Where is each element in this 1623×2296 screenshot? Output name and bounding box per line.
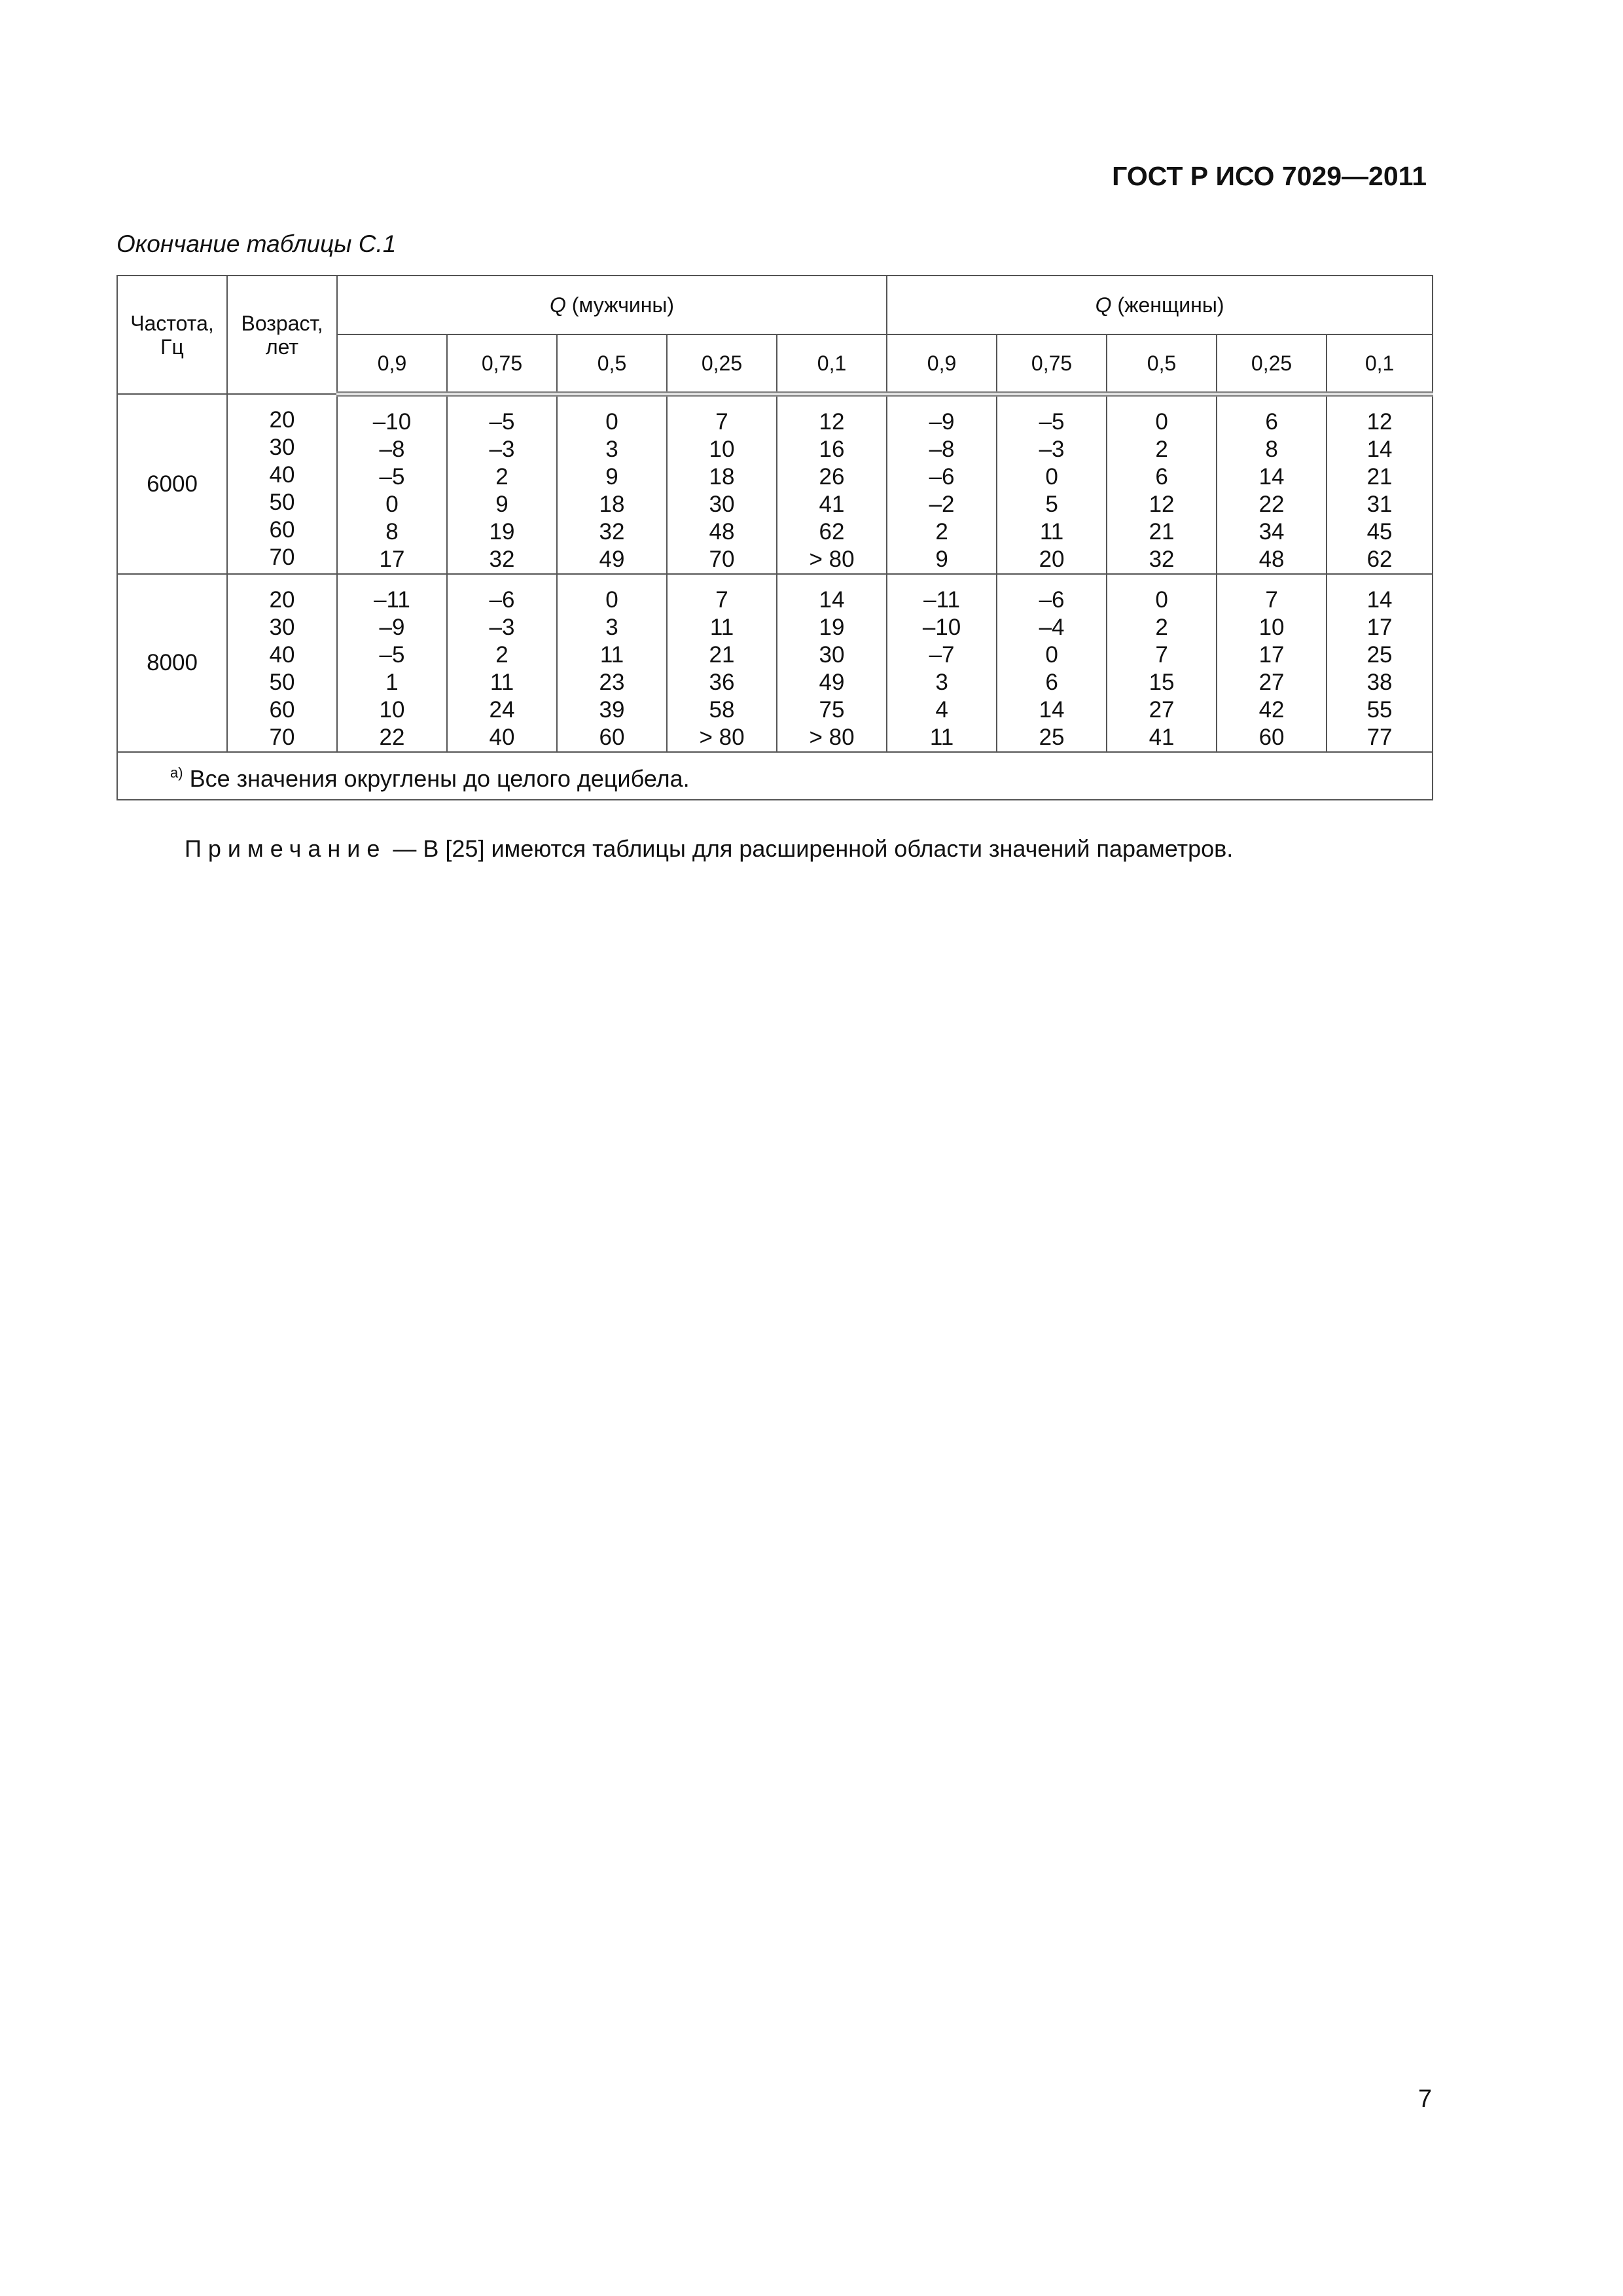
- threshold-value: –3: [489, 615, 515, 640]
- threshold-value: –6: [929, 464, 955, 490]
- threshold-value: –9: [929, 409, 955, 435]
- threshold-value: 11: [490, 670, 514, 695]
- threshold-value: 21: [709, 642, 735, 668]
- header-q-value: 0,5: [557, 334, 667, 394]
- value-cell: [1327, 394, 1433, 574]
- threshold-value: 25: [1366, 642, 1393, 668]
- threshold-value: 36: [709, 670, 735, 695]
- threshold-value: 32: [599, 519, 625, 545]
- threshold-value: 3: [605, 615, 618, 640]
- threshold-value: 3: [605, 437, 618, 462]
- footnote-mark: а): [170, 764, 183, 781]
- threshold-value: > 80: [699, 725, 745, 750]
- threshold-value: 77: [1366, 725, 1393, 750]
- threshold-value: 14: [1039, 697, 1065, 723]
- threshold-value: 1: [385, 670, 399, 695]
- men-label: (мужчины): [565, 293, 675, 317]
- value-cell: [557, 574, 667, 752]
- threshold-value: 32: [489, 547, 515, 572]
- threshold-value: 45: [1366, 519, 1393, 545]
- threshold-value: 12: [819, 409, 845, 435]
- threshold-value: –6: [1039, 587, 1065, 613]
- threshold-value: 62: [819, 519, 845, 545]
- threshold-value: 19: [489, 519, 515, 545]
- note: [185, 835, 1233, 863]
- header-q-value: 0,75: [447, 334, 557, 394]
- header-q-value: 0,25: [1217, 334, 1327, 394]
- threshold-value: 31: [1366, 492, 1393, 517]
- threshold-value: –11: [374, 587, 410, 613]
- threshold-value: 6: [1045, 670, 1058, 695]
- value-cell: [997, 574, 1107, 752]
- threshold-value: 25: [1039, 725, 1065, 750]
- threshold-value: –4: [1039, 615, 1065, 640]
- threshold-value: 41: [1149, 725, 1175, 750]
- age-value: 70: [269, 725, 295, 750]
- page-number: 7: [1418, 2085, 1432, 2113]
- header-q-value: 0,1: [777, 334, 887, 394]
- footnote-text: Все значения округлены до целого децибела.: [189, 765, 690, 792]
- threshold-value: 34: [1258, 519, 1285, 545]
- threshold-value: 24: [489, 697, 515, 723]
- threshold-value: 11: [709, 615, 734, 640]
- header-age: Возраст, лет: [227, 276, 337, 394]
- threshold-value: 55: [1366, 697, 1393, 723]
- threshold-value: 10: [379, 697, 405, 723]
- threshold-value: 12: [1149, 492, 1175, 517]
- age-value: 20: [269, 587, 295, 613]
- header-q-value: 0,9: [887, 334, 997, 394]
- threshold-value: –3: [1039, 437, 1065, 462]
- threshold-value: 58: [709, 697, 735, 723]
- threshold-value: 9: [935, 547, 948, 572]
- value-cell: [667, 394, 777, 574]
- threshold-value: 48: [1258, 547, 1285, 572]
- threshold-value: 9: [605, 464, 618, 490]
- threshold-value: 7: [1155, 642, 1168, 668]
- threshold-value: > 80: [809, 725, 855, 750]
- threshold-value: 0: [385, 492, 399, 517]
- table-footnote: [117, 752, 1433, 800]
- q-symbol: Q: [549, 293, 566, 317]
- document-header: ГОСТ Р ИСО 7029—2011: [1112, 161, 1427, 191]
- threshold-value: –5: [379, 464, 405, 490]
- threshold-value: 0: [1045, 464, 1058, 490]
- threshold-value: 2: [1155, 615, 1168, 640]
- frequency-cell: 6000: [117, 394, 227, 574]
- threshold-value: 60: [599, 725, 625, 750]
- threshold-value: 75: [819, 697, 845, 723]
- age-value: 20: [269, 407, 295, 433]
- data-table: [116, 275, 1433, 800]
- threshold-value: 11: [1039, 519, 1064, 545]
- threshold-value: –8: [379, 437, 405, 462]
- threshold-value: 15: [1149, 670, 1175, 695]
- threshold-value: –5: [489, 409, 515, 435]
- header-q-value: 0,25: [667, 334, 777, 394]
- threshold-value: 0: [605, 409, 618, 435]
- threshold-value: 7: [715, 587, 728, 613]
- age-cell: [227, 574, 337, 752]
- header-q-women: [887, 276, 1433, 334]
- threshold-value: 14: [1366, 437, 1393, 462]
- header-q-value: 0,9: [337, 334, 447, 394]
- table-row: [117, 394, 1433, 574]
- age-cell: [227, 394, 337, 574]
- threshold-value: 30: [709, 492, 735, 517]
- threshold-value: 32: [1149, 547, 1175, 572]
- threshold-value: 21: [1149, 519, 1175, 545]
- threshold-value: 2: [495, 642, 508, 668]
- threshold-value: 23: [599, 670, 625, 695]
- threshold-value: –7: [929, 642, 955, 668]
- age-value: 70: [269, 545, 295, 570]
- age-value: 40: [269, 642, 295, 668]
- threshold-value: 8: [1265, 437, 1278, 462]
- header-frequency: Частота, Гц: [117, 276, 227, 394]
- threshold-value: 10: [1258, 615, 1285, 640]
- value-cell: [337, 394, 447, 574]
- threshold-value: 19: [819, 615, 845, 640]
- age-value: 50: [269, 670, 295, 695]
- header-q-value: 0,5: [1107, 334, 1217, 394]
- value-cell: [777, 574, 887, 752]
- threshold-value: 7: [1265, 587, 1278, 613]
- value-cell: [1107, 574, 1217, 752]
- threshold-value: 22: [1258, 492, 1285, 517]
- table-caption: Окончание таблицы C.1: [116, 230, 397, 257]
- threshold-value: –10: [922, 615, 961, 640]
- threshold-value: 2: [495, 464, 508, 490]
- threshold-value: 8: [385, 519, 399, 545]
- threshold-value: 27: [1149, 697, 1175, 723]
- threshold-value: 2: [1155, 437, 1168, 462]
- threshold-value: 9: [495, 492, 508, 517]
- threshold-value: 41: [819, 492, 845, 517]
- threshold-value: 4: [935, 697, 948, 723]
- threshold-value: 14: [1366, 587, 1393, 613]
- value-cell: [1327, 574, 1433, 752]
- threshold-value: –5: [379, 642, 405, 668]
- threshold-value: 18: [599, 492, 625, 517]
- threshold-value: 14: [1258, 464, 1285, 490]
- threshold-value: 7: [715, 409, 728, 435]
- threshold-value: 38: [1366, 670, 1393, 695]
- threshold-value: 49: [599, 547, 625, 572]
- note-prefix: Примечание: [185, 835, 387, 862]
- threshold-value: 48: [709, 519, 735, 545]
- age-value: 50: [269, 490, 295, 515]
- threshold-value: 26: [819, 464, 845, 490]
- threshold-value: 60: [1258, 725, 1285, 750]
- value-cell: [447, 574, 557, 752]
- threshold-value: 30: [819, 642, 845, 668]
- age-value: 30: [269, 615, 295, 640]
- threshold-value: 39: [599, 697, 625, 723]
- threshold-value: 17: [1258, 642, 1285, 668]
- threshold-value: –6: [489, 587, 515, 613]
- threshold-value: 62: [1366, 547, 1393, 572]
- age-value: 40: [269, 462, 295, 488]
- age-value: 60: [269, 697, 295, 723]
- threshold-value: 6: [1265, 409, 1278, 435]
- threshold-value: 11: [929, 725, 954, 750]
- threshold-value: 40: [489, 725, 515, 750]
- threshold-value: 18: [709, 464, 735, 490]
- threshold-value: 20: [1039, 547, 1065, 572]
- value-cell: [1217, 574, 1327, 752]
- threshold-value: –2: [929, 492, 955, 517]
- threshold-value: 3: [935, 670, 948, 695]
- threshold-value: 27: [1258, 670, 1285, 695]
- value-cell: [777, 394, 887, 574]
- threshold-value: –5: [1039, 409, 1065, 435]
- threshold-value: 70: [709, 547, 735, 572]
- threshold-value: 2: [935, 519, 948, 545]
- value-cell: [1107, 394, 1217, 574]
- threshold-value: 49: [819, 670, 845, 695]
- note-text: — В [25] имеются таблицы для расширенной области значений параметров.: [386, 835, 1234, 862]
- threshold-value: 6: [1155, 464, 1168, 490]
- threshold-value: 0: [1155, 409, 1168, 435]
- women-label: (женщины): [1111, 293, 1224, 317]
- value-cell: [997, 394, 1107, 574]
- value-cell: [1217, 394, 1327, 574]
- threshold-value: 5: [1045, 492, 1058, 517]
- threshold-value: 17: [1366, 615, 1393, 640]
- threshold-value: > 80: [809, 547, 855, 572]
- header-q-value: 0,75: [997, 334, 1107, 394]
- threshold-value: 17: [379, 547, 405, 572]
- value-cell: [447, 394, 557, 574]
- threshold-value: 10: [709, 437, 735, 462]
- header-q-men: [337, 276, 887, 334]
- threshold-value: –8: [929, 437, 955, 462]
- threshold-value: 0: [1045, 642, 1058, 668]
- threshold-value: 21: [1366, 464, 1393, 490]
- threshold-value: 14: [819, 587, 845, 613]
- threshold-value: 11: [599, 642, 624, 668]
- table-row: [117, 574, 1433, 752]
- age-value: 30: [269, 435, 295, 460]
- frequency-cell: 8000: [117, 574, 227, 752]
- value-cell: [667, 574, 777, 752]
- threshold-value: 16: [819, 437, 845, 462]
- header-q-value: 0,1: [1327, 334, 1433, 394]
- threshold-value: –9: [379, 615, 405, 640]
- value-cell: [887, 574, 997, 752]
- threshold-value: 22: [379, 725, 405, 750]
- q-symbol: Q: [1095, 293, 1112, 317]
- threshold-value: –3: [489, 437, 515, 462]
- threshold-value: 12: [1366, 409, 1393, 435]
- value-cell: [337, 574, 447, 752]
- value-cell: [557, 394, 667, 574]
- threshold-value: 42: [1258, 697, 1285, 723]
- threshold-value: –11: [923, 587, 960, 613]
- threshold-value: 0: [605, 587, 618, 613]
- age-value: 60: [269, 517, 295, 543]
- threshold-value: 0: [1155, 587, 1168, 613]
- threshold-value: –10: [372, 409, 412, 435]
- value-cell: [887, 394, 997, 574]
